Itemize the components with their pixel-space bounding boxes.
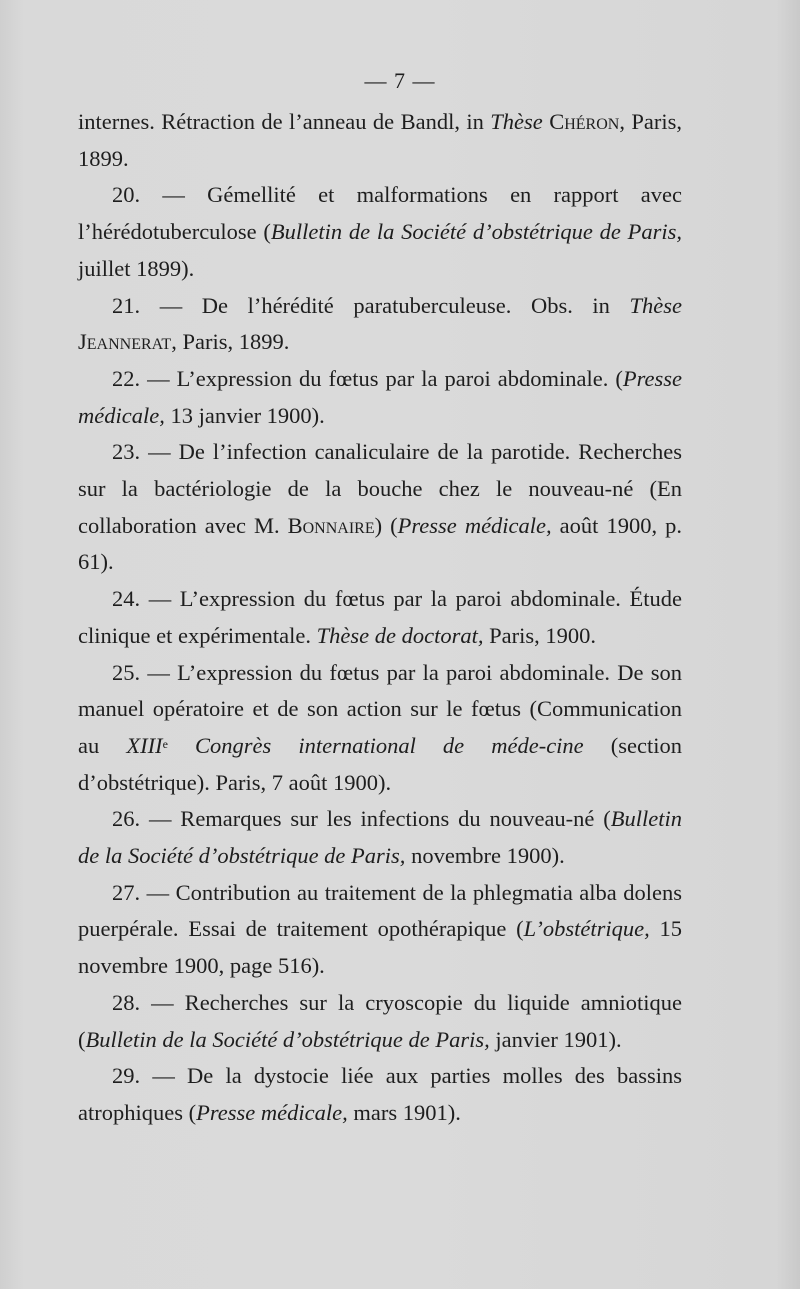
entry-text: 20. — Gémellité et malformations en rapport avec l’hérédotuberculose ( — [78, 182, 682, 245]
entry-text: 27. — Contribution au traitement de la phlegmatia alba dolens puerpérale. Essai de traitement opothérapique ( — [78, 879, 682, 942]
entry-italic-text: Thèse — [629, 292, 682, 318]
entry-italic-text: L’obstétrique, — [523, 916, 650, 942]
entry-text: 23. — De l’infection canaliculaire de la parotide. Recherches sur la bactériologie de la bouche chez le nouveau-né (En collaboration avec M. — [78, 439, 682, 538]
bibliography-entry — [78, 177, 682, 287]
bibliography-entry — [78, 288, 682, 361]
entry-italic-text: Bulletin de la Société d’obstétrique de Paris, — [85, 1026, 490, 1052]
entry-text: août 1900, p. 61). — [78, 512, 682, 575]
bibliography-entry — [78, 801, 682, 874]
entry-text: mars 1901). — [347, 1099, 461, 1125]
bibliography-entry — [78, 104, 682, 177]
entry-italic-text: Bulletin de la Société d’obstétrique de Paris, — [78, 806, 682, 869]
bibliography-entry — [78, 434, 682, 581]
bibliography-list — [78, 104, 682, 1132]
entry-text: 13 janvier 1900). — [164, 402, 325, 428]
entry-italic-text: Congrès international de méde-cine — [194, 732, 584, 758]
entry-author-name: Jeannerat — [78, 329, 172, 355]
bibliography-entry — [78, 655, 682, 802]
entry-text: 21. — De l’hérédité paratuberculeuse. Obs. in — [112, 292, 630, 318]
entry-text: 28. — Recherches sur la cryoscopie du liquide amniotique ( — [78, 989, 682, 1052]
entry-text: 26. — Remarques sur les infections du nouveau-né ( — [112, 806, 611, 832]
bibliography-entry — [78, 985, 682, 1058]
entry-text: 24. — L’expression du fœtus par la paroi abdominale. Étude clinique et expérimentale. — [78, 586, 682, 648]
bibliography-entry — [78, 875, 682, 985]
entry-text: internes. Rétraction de l’anneau de Bandl, in — [78, 109, 491, 134]
entry-text: , Paris, 1899. — [78, 109, 682, 171]
entry-text: juillet 1899). — [78, 255, 195, 281]
entry-italic-text: Bulletin de la Société d’obstétrique de Paris, — [270, 219, 682, 245]
entry-italic-text: Presse médicale, — [78, 365, 682, 428]
entry-text: 15 novembre 1900, page 516). — [78, 916, 682, 979]
entry-italic-text: Thèse de doctorat, — [316, 622, 484, 648]
entry-text: 22. — L’expression du fœtus par la paroi abdominale. ( — [112, 365, 623, 391]
entry-text: novembre 1900). — [405, 843, 565, 869]
page-number: — 7 — — [364, 68, 436, 93]
bibliography-entry — [78, 361, 682, 434]
entry-text: (section d’obstétrique). Paris, 7 août 1900). — [78, 732, 682, 795]
entry-italic-text: XIII — [126, 732, 163, 758]
entry-italic-text: Presse médicale, — [196, 1099, 348, 1125]
entry-text: ) ( — [374, 512, 398, 538]
entry-text: , Paris, 1899. — [171, 329, 290, 355]
entry-text: e — [162, 736, 168, 751]
entry-italic-text: Thèse — [490, 109, 543, 134]
entry-author-name: Bonnaire — [287, 512, 375, 538]
entry-text: Paris, 1900. — [483, 622, 597, 648]
entry-text: 29. — De la dystocie liée aux parties molles des bassins atrophiques ( — [78, 1063, 682, 1125]
bibliography-entry — [78, 581, 682, 654]
entry-text: janvier 1901). — [489, 1026, 622, 1052]
bibliography-entry — [78, 1058, 682, 1131]
entry-author-name: Chéron — [549, 109, 620, 134]
entry-text — [168, 733, 195, 758]
entry-italic-text: Presse médicale, — [397, 512, 552, 538]
entry-text: 25. — L’expression du fœtus par la paroi abdominale. De son manuel opératoire et de son action sur le fœtus (Communication au — [78, 659, 682, 758]
